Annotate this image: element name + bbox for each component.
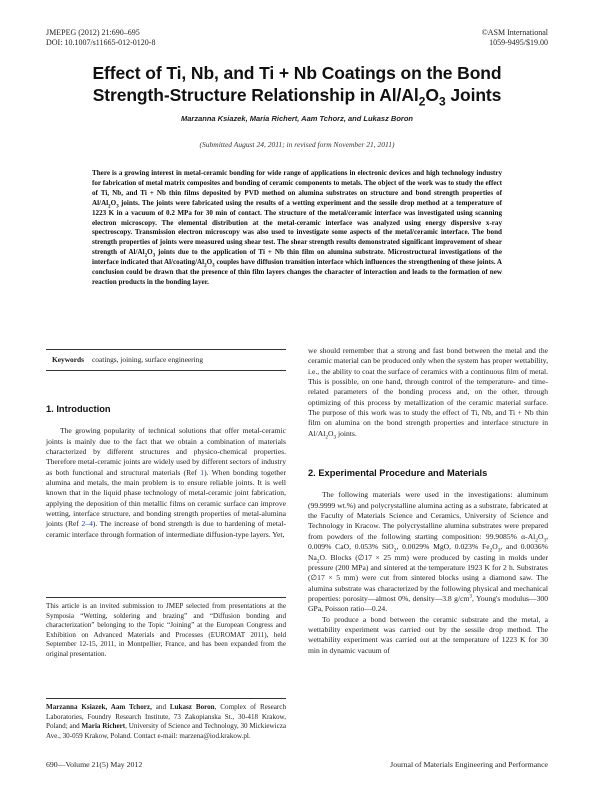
title-line-2: [46, 84, 548, 109]
footer-journal-name: Journal of Materials Engineering and Performance: [390, 760, 548, 769]
left-column: [46, 346, 286, 540]
journal-citation: JMEPEG (2012) 21:690–695: [46, 28, 140, 37]
subscript: 2: [393, 547, 397, 554]
title-text: O: [425, 85, 439, 105]
title-line-1: Effect of Ti, Nb, and Ti + Nb Coatings on the Bond: [92, 63, 502, 83]
subscript: 2: [535, 537, 538, 544]
superscript: 3: [469, 593, 473, 600]
wettability-paragraph: To produce a bond between the ceramic substrate and the metal, a wettability experiment was carried out by the sessile drop method. The wettability experiment was carried out at the temperature of 1223 K for 30 min in dynamic vacuum of: [308, 614, 548, 655]
abstract-text: O: [206, 258, 213, 267]
footer-volume: 690—Volume 21(5) May 2012: [46, 760, 143, 769]
keywords-value: coatings, joining, surface engineering: [92, 355, 204, 364]
body-text: O: [537, 531, 544, 541]
affiliation-address: , University of Science and Technology, 30 Mickiewicza Ave., 30-059 Krakow, Poland. Contact e-mail: marzena@iod.krakow.pl.: [46, 722, 287, 740]
publisher-info: [482, 28, 548, 48]
subscript: 3: [116, 204, 119, 210]
affiliation-connector: and: [151, 703, 170, 711]
doi-link[interactable]: DOI: 10.1007/s11665-012-0120-8: [46, 38, 156, 47]
author-names: Marzanna Ksiazek, Aam Tchorz,: [46, 703, 152, 711]
body-text: we should remember that a strong and fast bond between the metal and the ceramic material can be produced only when the system has proper wettability, i.e., the ability to coat the surface of ceramics with a continuous film of metal. This is possible, on one hand, through control of the temperature- and time-related parameters of the bonding process and, on the other, through optimizing of this process by metallization of the ceramic material surface. The purpose of this work was to study the effect of Ti, Nb, and Ti + Nb thin film on alumina on the bond strength properties and interface structure in Al/Al: [308, 346, 548, 438]
keywords-label: Keywords: [52, 355, 85, 364]
abstract-text: O: [110, 198, 117, 207]
subscript: 2: [108, 204, 111, 210]
subscript: 3: [152, 253, 156, 259]
citation-link[interactable]: 1: [200, 467, 205, 477]
materials-paragraph: [308, 490, 548, 614]
body-text: joints.: [336, 428, 357, 438]
body-text: O. Blocks (∅17 × 25 mm) were produced by casting in molds under pressure (200 MPa) and sintered at the temperature 1923 K for 2 h. Substrates (∅17 × 5 mm) were cut from sintered blocks using a diamond saw. The alumina substrate was characterized by the following physical and mechanical properties: porosity—almost 0%, density—3.8 g/cm: [308, 552, 548, 603]
section-heading-introduction: 1. Introduction: [46, 404, 111, 414]
abstract-text: O: [147, 248, 153, 257]
subscript: 2: [489, 547, 493, 554]
subscript: 3: [212, 263, 215, 269]
body-text: , and 0.0036% Na: [308, 542, 548, 562]
invited-note-text: This article is an invited submission to JMEP selected from presentations at the Symposia “Wetting, soldering and brazing” and “Diffusion bonding and characterization” belonging to the Topic “Joining” at the European Congress and Exhibition on Advanced Materials and Processes (EUROMAT 2011), held September 12-15, 2011, in Montpellier, France, and has been expanded from the original presentation.: [46, 602, 286, 658]
abstract-text: couples have diffusion transition interface which influences the strengthening of these joints. A conclusion could be drawn that the presence of thin film layers changes the character of interaction and leads to the formation of new reaction products in the bonding layer.: [92, 258, 503, 286]
author-names: Lukasz Boron: [169, 703, 215, 711]
subscript: 2: [144, 253, 148, 259]
body-text: The growing popularity of technical solutions that offer metal-ceramic joints is mainly due to the fact that we obtain a combination of materials characterized by different structures and physico-chemical properties. Therefore metal-ceramic joints are widely used by different sectors of industry as both functional and structural materials (Ref: [46, 426, 286, 477]
author-list: Marzanna Ksiazek, Maria Richert, Aam Tchorz, and Lukasz Boron: [180, 114, 413, 123]
body-text: ). The increase of bond strength is due to hardening of metal-ceramic interface through formation of intermediate diffusion-type layers. Yet,: [46, 519, 286, 539]
title-subscript: 3: [438, 94, 446, 109]
subscript: 2: [316, 558, 320, 565]
introduction-continuation: [308, 346, 548, 439]
body-text: O: [327, 428, 334, 438]
section-heading-experimental: 2. Experimental Procedure and Materials: [308, 468, 488, 479]
subscript: 2: [204, 263, 207, 269]
subscript: 3: [333, 434, 337, 441]
body-text: ). When bonding together alumina and metals, the main problem is to ensure reliable joints. It is well known that in the liquid phase technology of metal-ceramic joint fabrication, applying the deposition of thin metallic films on ceramic surface can improve wetting, interface structure, and bonding strength properties of metal-alumina joints (Ref: [46, 467, 286, 529]
journal-reference: [46, 28, 155, 48]
invited-submission-note: [46, 597, 286, 660]
right-column: [308, 346, 548, 656]
author-affiliations: [46, 698, 286, 741]
abstract-text: joints. The joints were fabricated using the results of a wetting experiment and the sessile drop method at a temperature of 1223 K in a vacuum of 0.2 MPa for 30 min of contact. The structure of the metal/ceramic interface was investigated using scanning electron microscopy. The elemental distribution at the metal-ceramic interface was analyzed using energy dispersive x-ray spectroscopy. Transmission electron microscopy was also used to investigate some aspects of the metal/ceramic interface. The bond strength properties of joints were measured using shear test. The shear strength results demonstrated significant improvement of shear strength of Al/Al: [92, 198, 502, 257]
introduction-paragraph: [46, 426, 286, 540]
body-text: , 0.0029% MgO, 0.023% Fe: [396, 542, 490, 552]
body-text: The following materials were used in the investigations: aluminum (99.9999 wt.%) and polycrystalline alumina acting as a substrate, fabricated at the Faculty of Materials Science and Ceramics, University of Science and Technology in Kracow. The polycrystalline alumina substrates were prepared from powders of the following starting composition: 99.9085% α-Al: [308, 490, 548, 541]
abstract-text: There is a growing interest in metal-ceramic bonding for wide range of applications in electronic devices and high technology industry for fabrication of metal matrix composites and bonding of ceramic components to metals. The object of the work was to study the effect of Ti, Nb, and Ti + Nb thin films deposited by PVD method on alumina substrates on structure and bond strength properties of Al/Al: [92, 169, 502, 207]
author-names: Maria Richert: [81, 722, 126, 731]
subscript: 3: [543, 537, 547, 544]
title-text: Strength-Structure Relationship in Al/Al: [92, 85, 419, 105]
subscript: 3: [497, 547, 501, 554]
title-subscript: 2: [418, 94, 426, 109]
body-text: , Young's modulus—300 GPa, Poisson ratio—0.24.: [308, 593, 548, 614]
body-text: , 0.009% CaO, 0.053% SiO: [308, 531, 548, 552]
abstract: [92, 169, 502, 288]
citation-link[interactable]: 2–4: [81, 519, 93, 529]
article-title: [46, 62, 548, 109]
body-text: O: [492, 542, 498, 552]
publisher-name: ©ASM International: [481, 28, 548, 37]
keywords-box: [46, 349, 286, 371]
affiliation-text: [46, 703, 286, 741]
subscript: 2: [325, 434, 328, 441]
issn-price: 1059-9495/$19.00: [489, 38, 548, 47]
title-text: Joints: [445, 85, 502, 105]
affiliation-address: , Complex of Research Laboratories, Foundry Research Institute, 73 Zakopianska St., 30-418 Krakow, Poland; and: [46, 703, 286, 731]
submission-dates: (Submitted August 24, 2011; in revised form November 21, 2011): [199, 140, 395, 149]
abstract-text: joints due to the application of Ti + Nb thin film on alumina substrate. Microstructural investigations of the interface indicated that Al/coating/Al: [92, 248, 502, 267]
